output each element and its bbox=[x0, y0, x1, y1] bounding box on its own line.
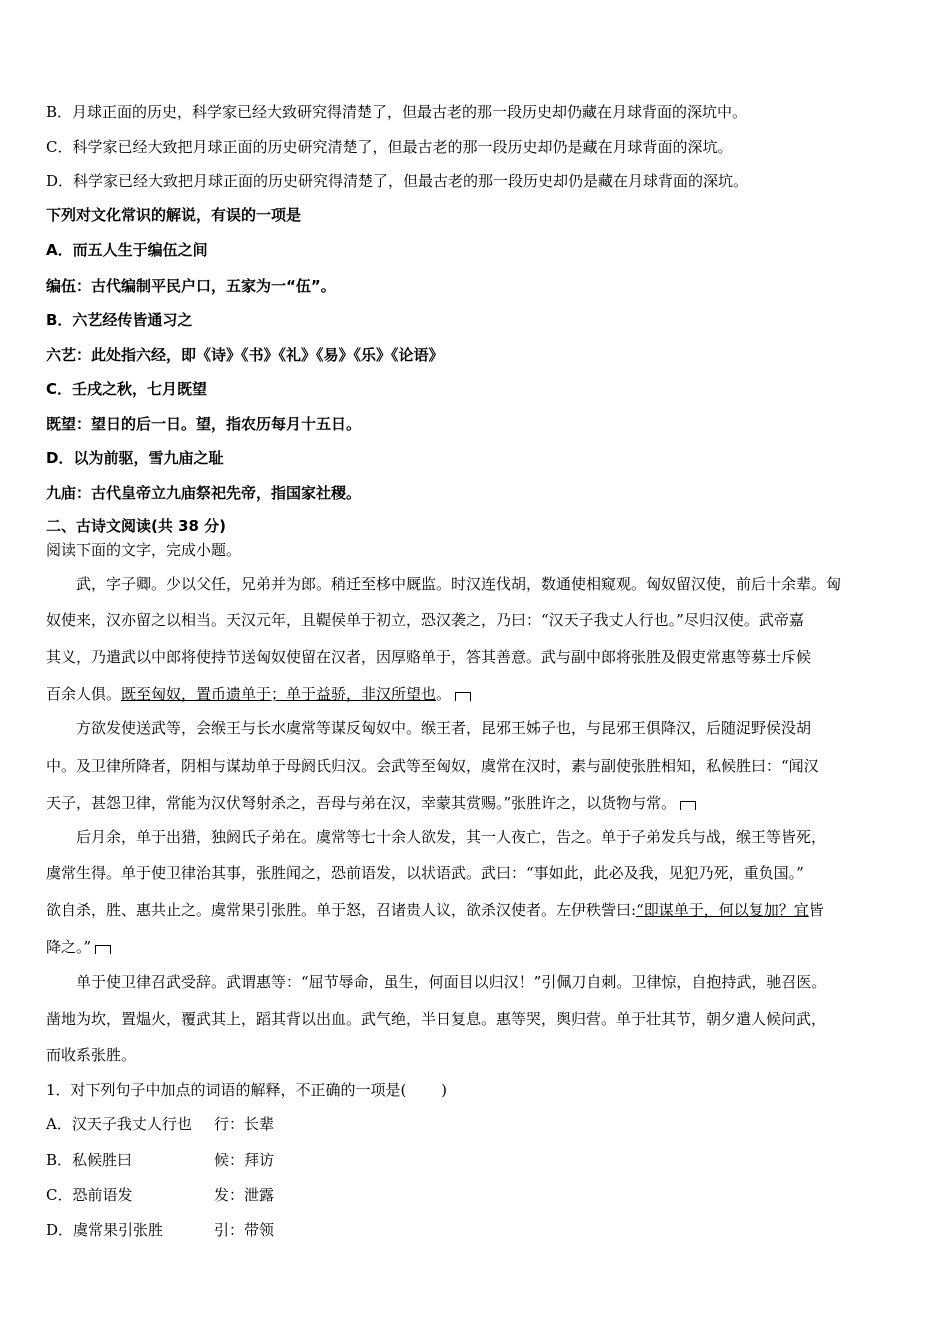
option-explanation: 行：长辈 bbox=[214, 1115, 275, 1133]
passage-line: 而收系张胜。 bbox=[46, 1046, 137, 1064]
question-1-option-d bbox=[46, 1219, 908, 1241]
underlined-sentence-1: 既至匈奴，置币遗单于；单于益骄，非汉所望也 bbox=[121, 685, 437, 703]
passage-text: 百余人俱。 bbox=[46, 685, 122, 703]
passage-text: 欲自杀，胜、惠共止之。虞常果引张胜。单于怒，召诸贵人议，欲杀汉使者。左伊秩訾曰: bbox=[46, 901, 637, 919]
option-c-text: C．科学家已经大致把月球正面的历史研究清楚了，但最古老的那一段历史却仍是藏在月球背面的深坑。 bbox=[46, 138, 733, 156]
passage-text: 皆 bbox=[808, 901, 824, 919]
option-explanation: 候：拜访 bbox=[214, 1151, 275, 1169]
culture-option-d-explanation: 九庙：古代皇帝立九庙祭祀先帝，指国家社稷。 bbox=[46, 484, 362, 502]
question-1-option-a bbox=[46, 1113, 908, 1135]
culture-option-a-explanation: 编伍：古代编制平民户口，五家为一“伍”。 bbox=[46, 277, 336, 295]
passage-line bbox=[46, 936, 908, 958]
passage-line bbox=[46, 899, 908, 921]
option-explanation: 引：带领 bbox=[214, 1221, 275, 1239]
culture-option-b: B．六艺经传皆通习之 bbox=[46, 311, 193, 329]
culture-option-c-explanation: 既望：望日的后一日。望，指农历每月十五日。 bbox=[46, 415, 362, 433]
blank-mark bbox=[455, 692, 471, 701]
passage-line: 凿地为坎，置煴火，覆武其上，蹈其背以出血。武气绝，半日复息。惠等哭，舆归营。单于壮其节，朝夕遣人候问武， bbox=[46, 1010, 827, 1028]
option-term: A．汉天子我丈人行也 bbox=[46, 1115, 192, 1133]
section-2-title: 二、古诗文阅读(共 38 分) bbox=[46, 517, 227, 535]
passage-text: 天子，甚怨卫律，常能为汉伏弩射杀之，吾母与弟在汉，幸蒙其赏赐。”张胜许之，以货物与常。 bbox=[46, 794, 677, 812]
passage-text: 。 bbox=[436, 685, 452, 703]
passage-text: 降之。” bbox=[46, 938, 92, 956]
culture-option-a: A．而五人生于编伍之间 bbox=[46, 241, 208, 259]
reading-instruction: 阅读下面的文字，完成小题。 bbox=[46, 541, 242, 559]
option-b-text: B．月球正面的历史，科学家已经大致研究得清楚了，但最古老的那一段历史却仍藏在月球背面的深坑中。 bbox=[46, 103, 748, 121]
passage-line: 武，字子卿。少以父任，兄弟并为郎。稍迁至栘中厩监。时汉连伐胡，数通使相窥观。匈奴留汉使，前后十余辈。匈 bbox=[46, 575, 842, 593]
blank-mark bbox=[95, 945, 111, 954]
culture-option-b-explanation: 六艺：此处指六经，即《诗》《书》《礼》《易》《乐》《论语》 bbox=[46, 346, 444, 364]
passage-line: 后月余，单于出猎，独阏氏子弟在。虞常等七十余人欲发，其一人夜亡，告之。单于子弟发兵与战，缑王等皆死， bbox=[46, 828, 827, 846]
culture-option-c: C．壬戌之秋，七月既望 bbox=[46, 380, 208, 398]
passage-line: 中。及卫律所降者，阴相与谋劫单于母阏氏归汉。会武等至匈奴，虞常在汉时，素与副使张胜相知，私候胜曰：“闻汉 bbox=[46, 757, 819, 775]
option-term: B．私候胜曰 bbox=[46, 1151, 133, 1169]
passage-line: 其义，乃遣武以中郎将使持节送匈奴使留在汉者，因厚赂单于，答其善意。武与副中郎将张胜及假吏常惠等募士斥候 bbox=[46, 648, 812, 666]
option-term: C．恐前语发 bbox=[46, 1186, 133, 1204]
passage-line bbox=[46, 792, 908, 814]
question-1-stem: 1．对下列句子中加点的词语的解释，不正确的一项是( ) bbox=[46, 1081, 448, 1099]
blank-mark bbox=[680, 801, 696, 810]
question-1-option-c bbox=[46, 1184, 908, 1206]
question-1-option-b bbox=[46, 1149, 908, 1171]
option-explanation: 发：泄露 bbox=[214, 1186, 275, 1204]
passage-line: 奴使来，汉亦留之以相当。天汉元年，且鞮侯单于初立，恐汉袭之，乃曰：“汉天子我丈人行也。”尽归汉使。武帝嘉 bbox=[46, 611, 804, 629]
passage-line: 方欲发使送武等，会缑王与长水虞常等谋反匈奴中。缑王者，昆邪王姊子也，与昆邪王俱降汉，后随浞野侯没胡 bbox=[46, 719, 812, 737]
option-d-text: D．科学家已经大致把月球正面的历史研究得清楚了，但最古老的那一段历史却仍是藏在月球背面的深坑。 bbox=[46, 172, 749, 190]
option-term: D．虞常果引张胜 bbox=[46, 1221, 164, 1239]
culture-question: 下列对文化常识的解说，有误的一项是 bbox=[46, 206, 302, 224]
underlined-sentence-2: “即谋单于，何以复加？宜 bbox=[636, 901, 809, 919]
passage-line: 单于使卫律召武受辞。武谓惠等：“屈节辱命，虽生，何面目以归汉！”引佩刀自刺。卫律惊，自抱持武，驰召医。 bbox=[46, 973, 827, 991]
culture-option-d: D．以为前驱，雪九庙之耻 bbox=[46, 449, 224, 467]
passage-line bbox=[46, 683, 908, 705]
passage-line: 虞常生得。单于使卫律治其事，张胜闻之，恐前语发，以状语武。武曰：“事如此，此必及我，见犯乃死，重负国。” bbox=[46, 864, 804, 882]
